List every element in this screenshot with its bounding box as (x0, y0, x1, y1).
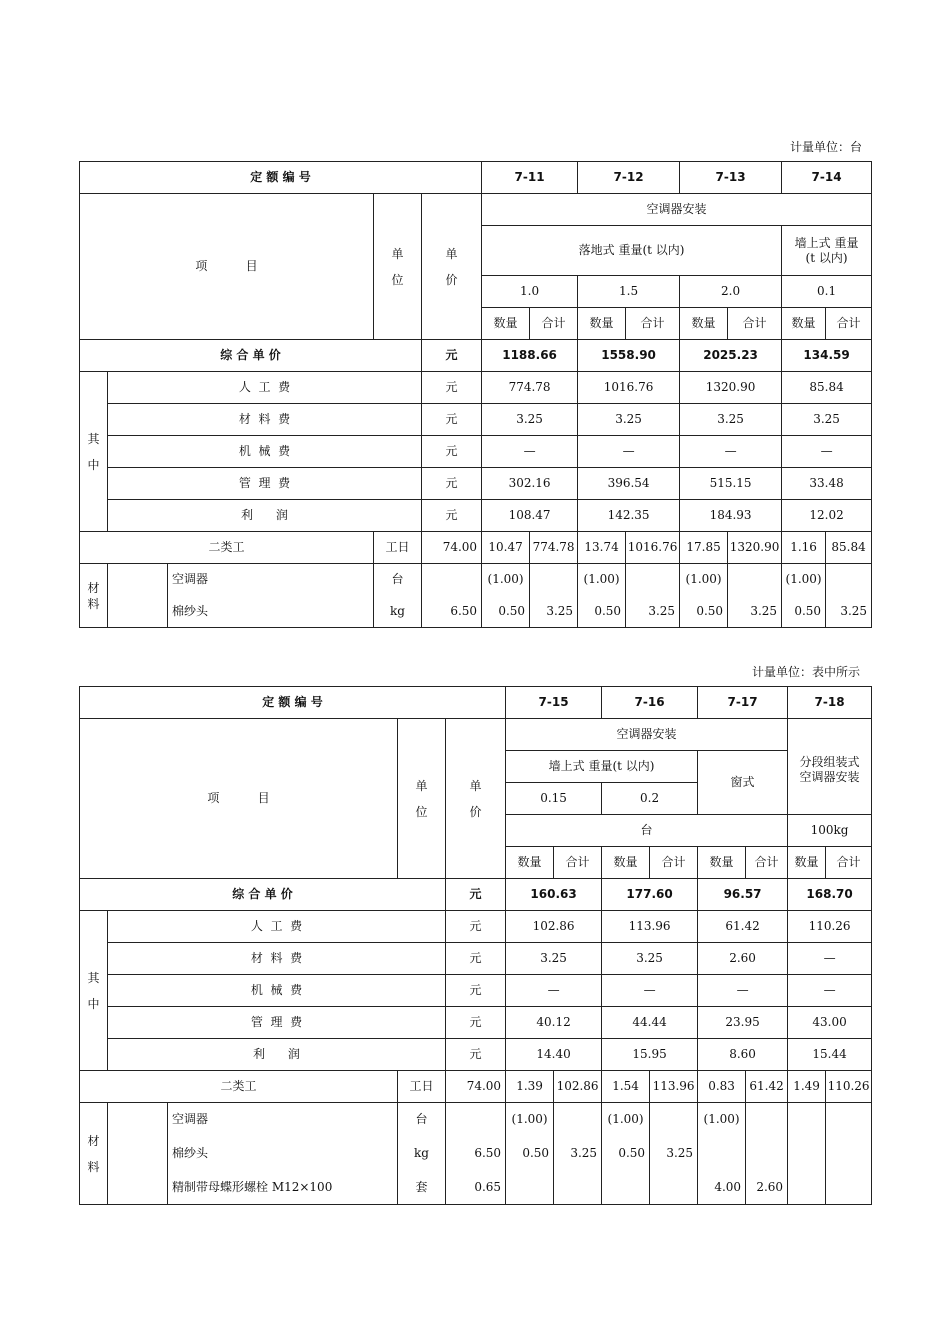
material-sum (554, 1103, 602, 1137)
material-qty: (1.00) (698, 1103, 746, 1137)
cost-value: — (680, 436, 782, 468)
material-qty (788, 1171, 826, 1205)
price-col-header: 单 价 (446, 719, 506, 879)
material-blank (108, 1103, 168, 1205)
cost-value: 3.25 (578, 404, 680, 436)
code-header: 定 额 编 号 (80, 687, 506, 719)
cost-value: 15.44 (788, 1039, 872, 1071)
labor-qty: 13.74 (578, 532, 626, 564)
cost-row-label: 机 械 费 (108, 975, 446, 1007)
labor-sum: 113.96 (650, 1071, 698, 1103)
total-price-value: 134.59 (782, 340, 872, 372)
total-price-value: 177.60 (602, 879, 698, 911)
material-sum: 3.25 (554, 1137, 602, 1171)
material-name: 精制带母蝶形螺栓 M12×100 (168, 1171, 398, 1205)
cost-value: 102.86 (506, 911, 602, 943)
material-qty: 0.50 (578, 596, 626, 628)
among-label: 其 中 (80, 911, 108, 1071)
cost-row-unit: 元 (422, 372, 482, 404)
cost-value: — (602, 975, 698, 1007)
material-name: 空调器 (168, 1103, 398, 1137)
cost-row-label: 管 理 费 (108, 1007, 446, 1039)
labor-unit: 工日 (374, 532, 422, 564)
material-qty: (1.00) (506, 1103, 554, 1137)
material-price (446, 1103, 506, 1137)
total-price-value: 1188.66 (482, 340, 578, 372)
material-unit: 台 (398, 1103, 446, 1137)
cost-value: 3.25 (680, 404, 782, 436)
sum-header: 合计 (728, 308, 782, 340)
item-header: 项 目 (80, 194, 374, 340)
cost-value: — (782, 436, 872, 468)
total-price-value: 96.57 (698, 879, 788, 911)
cost-value: 774.78 (482, 372, 578, 404)
code-7-14: 7-14 (782, 162, 872, 194)
cost-value: 14.40 (506, 1039, 602, 1071)
material-sum (826, 564, 872, 596)
cost-row-unit: 元 (446, 943, 506, 975)
qty-header: 数量 (578, 308, 626, 340)
cost-value: 40.12 (506, 1007, 602, 1039)
labor-qty: 17.85 (680, 532, 728, 564)
labor-sum: 1016.76 (626, 532, 680, 564)
total-price-value: 2025.23 (680, 340, 782, 372)
labor-unit: 工日 (398, 1071, 446, 1103)
material-price (422, 564, 482, 596)
material-unit: 套 (398, 1171, 446, 1205)
cost-value: 23.95 (698, 1007, 788, 1039)
labor-qty: 1.49 (788, 1071, 826, 1103)
material-unit: kg (398, 1137, 446, 1171)
qty-header: 数量 (680, 308, 728, 340)
material-sum (626, 564, 680, 596)
cost-value: 108.47 (482, 500, 578, 532)
cost-row-unit: 元 (446, 1007, 506, 1039)
material-unit: 台 (374, 564, 422, 596)
material-qty: (1.00) (602, 1103, 650, 1137)
unit-label-1: 计量单位：台 (790, 140, 863, 154)
cost-row-label: 利 润 (108, 1039, 446, 1071)
cost-value: 3.25 (506, 943, 602, 975)
total-price-value: 1558.90 (578, 340, 680, 372)
material-sum (530, 564, 578, 596)
material-blank (108, 564, 168, 628)
total-price-unit: 元 (422, 340, 482, 372)
material-qty: (1.00) (578, 564, 626, 596)
weight-cell: 2.0 (680, 276, 782, 308)
labor-qty: 0.83 (698, 1071, 746, 1103)
qty-header: 数量 (698, 847, 746, 879)
cost-row-unit: 元 (446, 1039, 506, 1071)
material-label: 材 料 (80, 1103, 108, 1205)
quota-table-1 (79, 161, 872, 628)
unit-tai: 台 (506, 815, 788, 847)
total-price-unit: 元 (446, 879, 506, 911)
unit-col-header: 单 位 (398, 719, 446, 879)
material-qty (788, 1103, 826, 1137)
sum-header: 合计 (530, 308, 578, 340)
category-label: 空调器安装 (506, 719, 788, 751)
cost-row-unit: 元 (422, 436, 482, 468)
labor-price: 74.00 (446, 1071, 506, 1103)
cost-row-label: 人 工 费 (108, 372, 422, 404)
category-label: 空调器安装 (482, 194, 872, 226)
qty-header: 数量 (782, 308, 826, 340)
qty-header: 数量 (788, 847, 826, 879)
material-sum (746, 1137, 788, 1171)
material-qty (602, 1171, 650, 1205)
cost-value: 85.84 (782, 372, 872, 404)
among-label: 其 中 (80, 372, 108, 532)
material-sum: 3.25 (728, 596, 782, 628)
labor-sum: 61.42 (746, 1071, 788, 1103)
material-label: 材 料 (80, 564, 108, 628)
material-qty: (1.00) (482, 564, 530, 596)
code-7-11: 7-11 (482, 162, 578, 194)
cost-value: — (578, 436, 680, 468)
qty-header: 数量 (602, 847, 650, 879)
material-price: 0.65 (446, 1171, 506, 1205)
labor-qty: 1.39 (506, 1071, 554, 1103)
code-7-17: 7-17 (698, 687, 788, 719)
item-header: 项 目 (80, 719, 398, 879)
code-7-12: 7-12 (578, 162, 680, 194)
cost-value: 12.02 (782, 500, 872, 532)
cost-value: 3.25 (602, 943, 698, 975)
unit-label-2: 计量单位：表中所示 (752, 665, 861, 679)
cost-row-label: 管 理 费 (108, 468, 422, 500)
subcategory-split: 分段组装式 空调器安装 (788, 719, 872, 815)
qty-header: 数量 (482, 308, 530, 340)
cost-value: 302.16 (482, 468, 578, 500)
material-qty: 0.50 (602, 1137, 650, 1171)
unit-col-header: 单 位 (374, 194, 422, 340)
sum-header: 合计 (650, 847, 698, 879)
cost-row-label: 材 料 费 (108, 404, 422, 436)
material-sum (650, 1171, 698, 1205)
material-price: 6.50 (446, 1137, 506, 1171)
cost-value: 3.25 (782, 404, 872, 436)
material-sum (728, 564, 782, 596)
cost-row-unit: 元 (446, 911, 506, 943)
cost-value: 396.54 (578, 468, 680, 500)
sum-header: 合计 (826, 308, 872, 340)
labor-qty: 1.16 (782, 532, 826, 564)
cost-row-unit: 元 (446, 975, 506, 1007)
material-qty (788, 1137, 826, 1171)
labor-qty: 10.47 (482, 532, 530, 564)
cost-value: — (788, 975, 872, 1007)
labor-label: 二类工 (80, 1071, 398, 1103)
material-sum: 3.25 (650, 1137, 698, 1171)
cost-value: 15.95 (602, 1039, 698, 1071)
material-sum (554, 1171, 602, 1205)
weight-cell: 0.1 (782, 276, 872, 308)
material-qty (506, 1171, 554, 1205)
code-7-16: 7-16 (602, 687, 698, 719)
cost-value: 8.60 (698, 1039, 788, 1071)
weight-cell: 0.2 (602, 783, 698, 815)
material-qty: (1.00) (680, 564, 728, 596)
cost-value: 110.26 (788, 911, 872, 943)
total-price-label: 综 合 单 价 (80, 340, 422, 372)
subcategory-window: 窗式 (698, 751, 788, 815)
cost-row-unit: 元 (422, 468, 482, 500)
labor-sum: 102.86 (554, 1071, 602, 1103)
cost-value: 44.44 (602, 1007, 698, 1039)
sum-header: 合计 (626, 308, 680, 340)
cost-value: 113.96 (602, 911, 698, 943)
qty-header: 数量 (506, 847, 554, 879)
material-name: 空调器 (168, 564, 374, 596)
cost-value: — (698, 975, 788, 1007)
quota-table-2 (79, 686, 872, 1205)
labor-sum: 1320.90 (728, 532, 782, 564)
material-sum (826, 1137, 872, 1171)
unit-100kg: 100kg (788, 815, 872, 847)
code-7-13: 7-13 (680, 162, 782, 194)
material-qty: 0.50 (482, 596, 530, 628)
subcategory-wall: 墙上式 重量 (t 以内) (782, 226, 872, 276)
weight-cell: 0.15 (506, 783, 602, 815)
subcategory-wall: 墙上式 重量(t 以内) (506, 751, 698, 783)
code-header: 定 额 编 号 (80, 162, 482, 194)
total-price-value: 168.70 (788, 879, 872, 911)
cost-row-unit: 元 (422, 500, 482, 532)
material-price: 6.50 (422, 596, 482, 628)
material-qty (698, 1137, 746, 1171)
cost-row-label: 材 料 费 (108, 943, 446, 975)
cost-value: 184.93 (680, 500, 782, 532)
cost-row-unit: 元 (422, 404, 482, 436)
material-sum (826, 1171, 872, 1205)
labor-qty: 1.54 (602, 1071, 650, 1103)
code-7-15: 7-15 (506, 687, 602, 719)
material-unit: kg (374, 596, 422, 628)
labor-sum: 110.26 (826, 1071, 872, 1103)
cost-value: 3.25 (482, 404, 578, 436)
code-7-18: 7-18 (788, 687, 872, 719)
sum-header: 合计 (746, 847, 788, 879)
labor-price: 74.00 (422, 532, 482, 564)
cost-value: — (788, 943, 872, 975)
material-qty: 0.50 (680, 596, 728, 628)
material-qty: 0.50 (782, 596, 826, 628)
cost-value: — (482, 436, 578, 468)
cost-value: 1016.76 (578, 372, 680, 404)
material-sum: 2.60 (746, 1171, 788, 1205)
cost-row-label: 机 械 费 (108, 436, 422, 468)
sum-header: 合计 (826, 847, 872, 879)
material-sum (746, 1103, 788, 1137)
cost-row-label: 利 润 (108, 500, 422, 532)
cost-value: 2.60 (698, 943, 788, 975)
material-qty: (1.00) (782, 564, 826, 596)
cost-value: 61.42 (698, 911, 788, 943)
cost-value: 515.15 (680, 468, 782, 500)
price-col-header: 单 价 (422, 194, 482, 340)
material-name: 棉纱头 (168, 1137, 398, 1171)
material-qty: 4.00 (698, 1171, 746, 1205)
material-sum: 3.25 (626, 596, 680, 628)
cost-value: — (506, 975, 602, 1007)
cost-value: 142.35 (578, 500, 680, 532)
cost-value: 33.48 (782, 468, 872, 500)
total-price-value: 160.63 (506, 879, 602, 911)
total-price-label: 综 合 单 价 (80, 879, 446, 911)
subcategory-floor: 落地式 重量(t 以内) (482, 226, 782, 276)
cost-value: 1320.90 (680, 372, 782, 404)
material-name: 棉纱头 (168, 596, 374, 628)
material-sum (650, 1103, 698, 1137)
weight-cell: 1.0 (482, 276, 578, 308)
cost-value: 43.00 (788, 1007, 872, 1039)
material-sum: 3.25 (826, 596, 872, 628)
material-sum: 3.25 (530, 596, 578, 628)
material-qty: 0.50 (506, 1137, 554, 1171)
cost-row-label: 人 工 费 (108, 911, 446, 943)
labor-label: 二类工 (80, 532, 374, 564)
labor-sum: 774.78 (530, 532, 578, 564)
material-sum (826, 1103, 872, 1137)
sum-header: 合计 (554, 847, 602, 879)
weight-cell: 1.5 (578, 276, 680, 308)
labor-sum: 85.84 (826, 532, 872, 564)
